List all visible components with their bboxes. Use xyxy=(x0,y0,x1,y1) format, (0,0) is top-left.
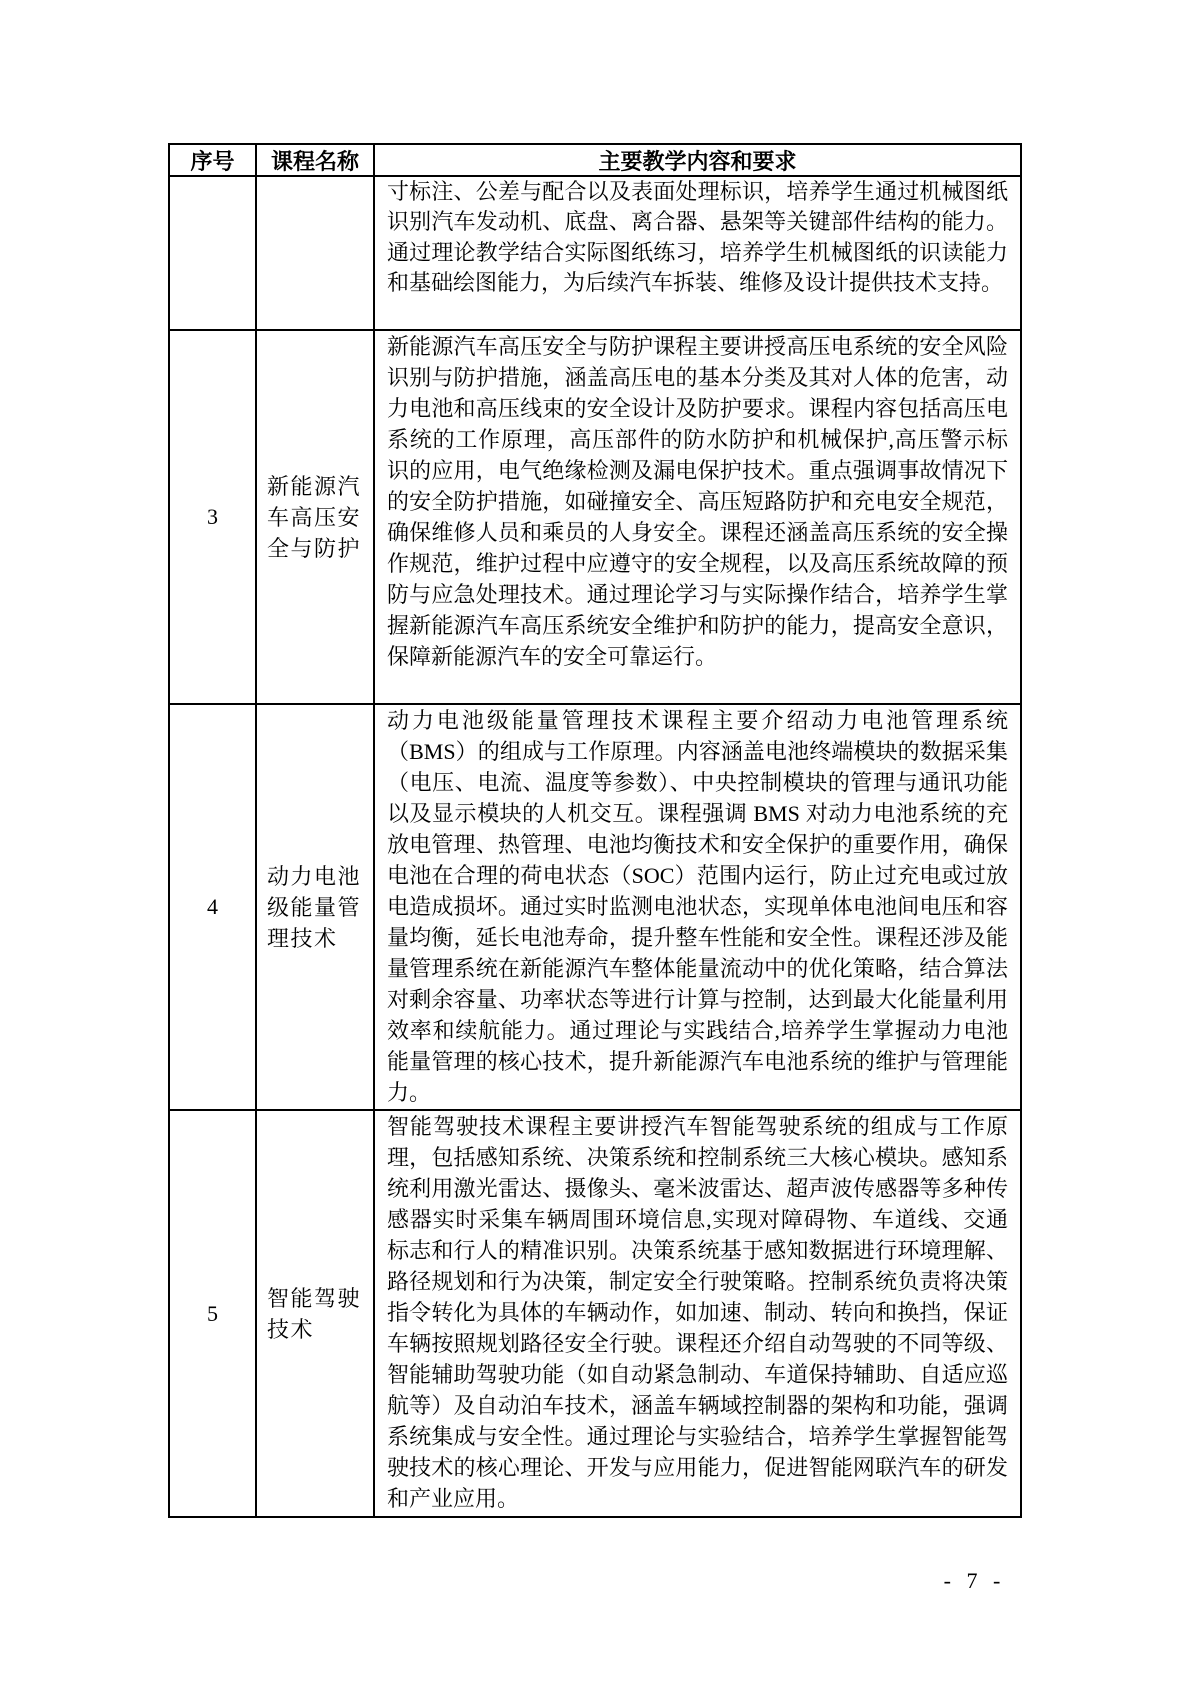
row-content-cell: 寸标注、公差与配合以及表面处理标识，培养学生通过机械图纸识别汽车发动机、底盘、离合器、悬架等关键部件结构的能力。通过理论教学结合实际图纸练习，培养学生机械图纸的识读能力和基础绘图能力，为后续汽车拆装、维修及设计提供技术支持。 xyxy=(387,179,1008,296)
row-index-cell: 5 xyxy=(170,1111,257,1516)
table-row-4 xyxy=(170,705,1020,1111)
row-index-cell: 4 xyxy=(170,705,257,1109)
page-number: - 7 - xyxy=(943,1568,1003,1593)
table-row-continuation xyxy=(170,177,1020,331)
course-name-text: 智能驾驶技术 xyxy=(267,1285,362,1342)
header-cell-course-name: 课程名称 xyxy=(257,145,375,175)
course-name-text: 新能源汽车高压安全与防护 xyxy=(267,473,362,561)
row-content-cell: 智能驾驶技术课程主要讲授汽车智能驾驶系统的组成与工作原理，包括感知系统、决策系统和控制系统三大核心模块。感知系统利用激光雷达、摄像头、毫米波雷达、超声波传感器等多种传感器实时采集车辆周围环境信息,实现对障碍物、车道线、交通标志和行人的精准识别。决策系统基于感知数据进行环境理解、路径规划和行为决策，制定安全行驶策略。控制系统负责将决策指令转化为具体的车辆动作，如加速、制动、转向和换挡，保证车辆按照规划路径安全行驶。课程还介绍自动驾驶的不同等级、智能辅助驾驶功能（如自动紧急制动、车道保持辅助、自适应巡航等）及自动泊车技术，涵盖车辆域控制器的架构和功能，强调系统集成与安全性。通过理论与实验结合，培养学生掌握智能驾驶技术的核心理论、开发与应用能力，促进智能网联汽车的研发和产业应用。 xyxy=(387,1114,1008,1511)
table-header-row xyxy=(170,145,1020,177)
row-course-cell xyxy=(257,1111,375,1516)
row-index-cell xyxy=(170,177,257,329)
header-cell-content: 主要教学内容和要求 xyxy=(598,148,797,174)
row-content-cell: 新能源汽车高压安全与防护课程主要讲授高压电系统的安全风险识别与防护措施，涵盖高压电的基本分类及其对人体的危害，动力电池和高压线束的安全设计及防护要求。课程内容包括高压电系统的工作原理，高压部件的防水防护和机械保护,高压警示标识的应用，电气绝缘检测及漏电保护技术。重点强调事故情况下的安全防护措施，如碰撞安全、高压短路防护和充电安全规范，确保维修人员和乘员的人身安全。课程还涵盖高压系统的安全操作规范，维护过程中应遵守的安全规程，以及高压系统故障的预防与应急处理技术。通过理论学习与实际操作结合，培养学生掌握新能源汽车高压系统安全维护和防护的能力，提高安全意识，保障新能源汽车的安全可靠运行。 xyxy=(387,334,1008,669)
row-course-cell xyxy=(257,177,375,329)
row-content-cell: 动力电池级能量管理技术课程主要介绍动力电池管理系统（BMS）的组成与工作原理。内容涵盖电池终端模块的数据采集（电压、电流、温度等参数）、中央控制模块的管理与通讯功能以及显示模块的人机交互。课程强调 BMS 对动力电池系统的充放电管理、热管理、电池均衡技术和安全保护的重要作用，确保电池在合理的荷电状态（SOC）范围内运行，防止过充电或过放电造成损坏。通过实时监测电池状态，实现单体电池间电压和容量均衡，延长电池寿命，提升整车性能和安全性。课程还涉及能量管理系统在新能源汽车整体能量流动中的优化策略，结合算法对剩余容量、功率状态等进行计算与控制，达到最大化能量利用效率和续航能力。通过理论与实践结合,培养学生掌握动力电池能量管理的核心技术，提升新能源汽车电池系统的维护与管理能力。 xyxy=(387,708,1008,1105)
row-course-cell xyxy=(257,331,375,703)
course-table xyxy=(168,143,1022,1518)
table-row-3 xyxy=(170,331,1020,705)
course-name-text: 动力电池级能量管理技术 xyxy=(267,863,362,951)
row-index-cell: 3 xyxy=(170,331,257,703)
row-course-cell xyxy=(257,705,375,1109)
header-cell-index: 序号 xyxy=(170,145,257,175)
table-row-5 xyxy=(170,1111,1020,1516)
